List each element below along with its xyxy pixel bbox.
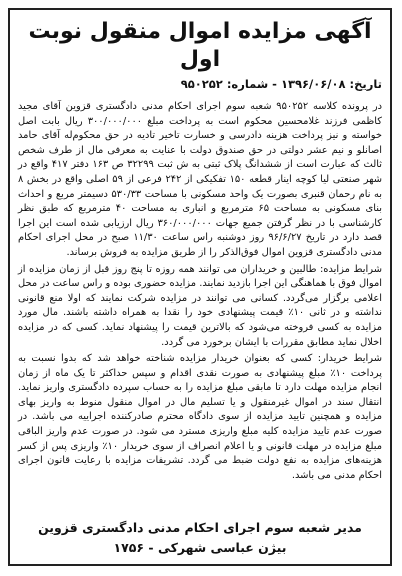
paragraph-case: در پرونده کلاسه ۹۵۰۲۵۲ شعبه سوم اجرای احکام مدنی دادگستری قزوین آقای مجید کاظمی فرزند غلامحسین محکوم است به پرداخت مبلغ ۳۰۰/۰۰۰/۰۰۰ ریال بابت اصل خواسته و نیز پرداخت هزینه دادرسی و خسارت تاخیر تادیه در حق محکوم‌له آقای حامد اصانلو و نیم عشر دولتی در حق صندوق دولت با عنایت به معرفی مال از طرف شخص ثالث که عبارت است از ششدانگ پلاک ثبتی به ش ثبت ۳۲۲۹۹ ص ۱۶۳ دفتر ۴۱۷ واقع در شهر صنعتی لیا کوچه اینار قطعه ۱۵۰ تفکیکی از ۲۴۲ فرعی از ۵۹ اصلی واقع در بخش ۸ به نام رحمان قنبری بصورت یک واحد مسکونی با مساحت ۵۳۰/۳۳ دسیمتر مربع و احداث بنای مسکونی به مساحت ۶۵ مترمربع و انباری به مساحت ۴۰ مترمربع که طبق نظر کارشناسی با در نظر گرفتن جمیع جهات ۳۶۰/۰۰۰/۰۰۰ ریال ارزیابی شده است این اجرا قصد دارد در تاریخ ۹۶/۶/۲۷ روز دوشنبه راس ساعت ۱۱/۳۰ صبح در محل اجرای احکام مدنی دادگستری قزوین اموال فوق‌الذکر را از طریق مزایده به فروش برساند.	[18, 101, 383, 258]
signature-name: بیژن عباسی شهرکی - ۱۷۵۶	[113, 540, 287, 555]
signature-block	[18, 518, 382, 558]
notice-date-number: تاریخ: ۱۳۹۶/۰۶/۰۸ - شماره: ۹۵۰۲۵۲	[180, 77, 382, 91]
signature-org: مدیر شعبه سوم اجرای احکام مدنی دادگستری قزوین	[38, 520, 362, 535]
notice-body	[18, 100, 382, 485]
paragraph-auction-terms: شرایط مزایده: طالبین و خریداران می توانند همه روزه تا پنج روز قبل از زمان مزایده از اموال فوق با هماهنگی این اجرا بازدید نمایند. مزایده حضوری بوده و راس ساعت در محل اعلامی برگزار می‌گردد. کسانی می توانند در مزایده شرکت نمایند که اولا منع قانونی نداشته و در ثانی ۱۰٪ قیمت پیشنهادی خود را نقدا به همراه داشته باشند. مال مورد مزایده به کسی فروخته می‌شود که بالاترین قیمت را پیشنهاد نماید. کسی که در مزایده اخلال نماید مطابق مقررات با ایشان برخورد می گردد.	[18, 263, 383, 348]
notice-frame	[8, 8, 392, 566]
notice-title: آگهی مزایده اموال منقول نوبت اول	[28, 19, 372, 72]
paragraph-buyer-terms: شرایط خریدار: کسی که بعنوان خریدار مزایده شناخته خواهد شد که بدوا نسبت به پرداخت ۱۰٪ مبلغ پیشنهادی به صورت نقدی اقدام و سپس حداکثر تا یک ماه از زمان انجام مزایده مهلت دارد تا مابقی مبلغ مزایده را به حساب سپرده دادگستری واریز نماید. انتقال سند در اموال غیرمنقول و یا تسلیم مال در اموال منقول منوط به واریز بهای مزایده و همچنین تایید مزایده از سوی دادگاه محترم صادرکننده اجراییه می باشد. در صورت عدم تایید مزایده کلیه مبلغ واریزی مسترد می شود. در صورت عدم واریز الباقی مبلغ مزایده در مهلت قانونی و یا اعلام انصراف از سوی خریدار ۱۰٪ واریزی پس از کسر هزینه‌های مزایده به نفع دولت ضبط می گردد. تشریفات مزایده با رعایت قانون اجرای احکام مدنی می باشد.	[18, 353, 382, 481]
